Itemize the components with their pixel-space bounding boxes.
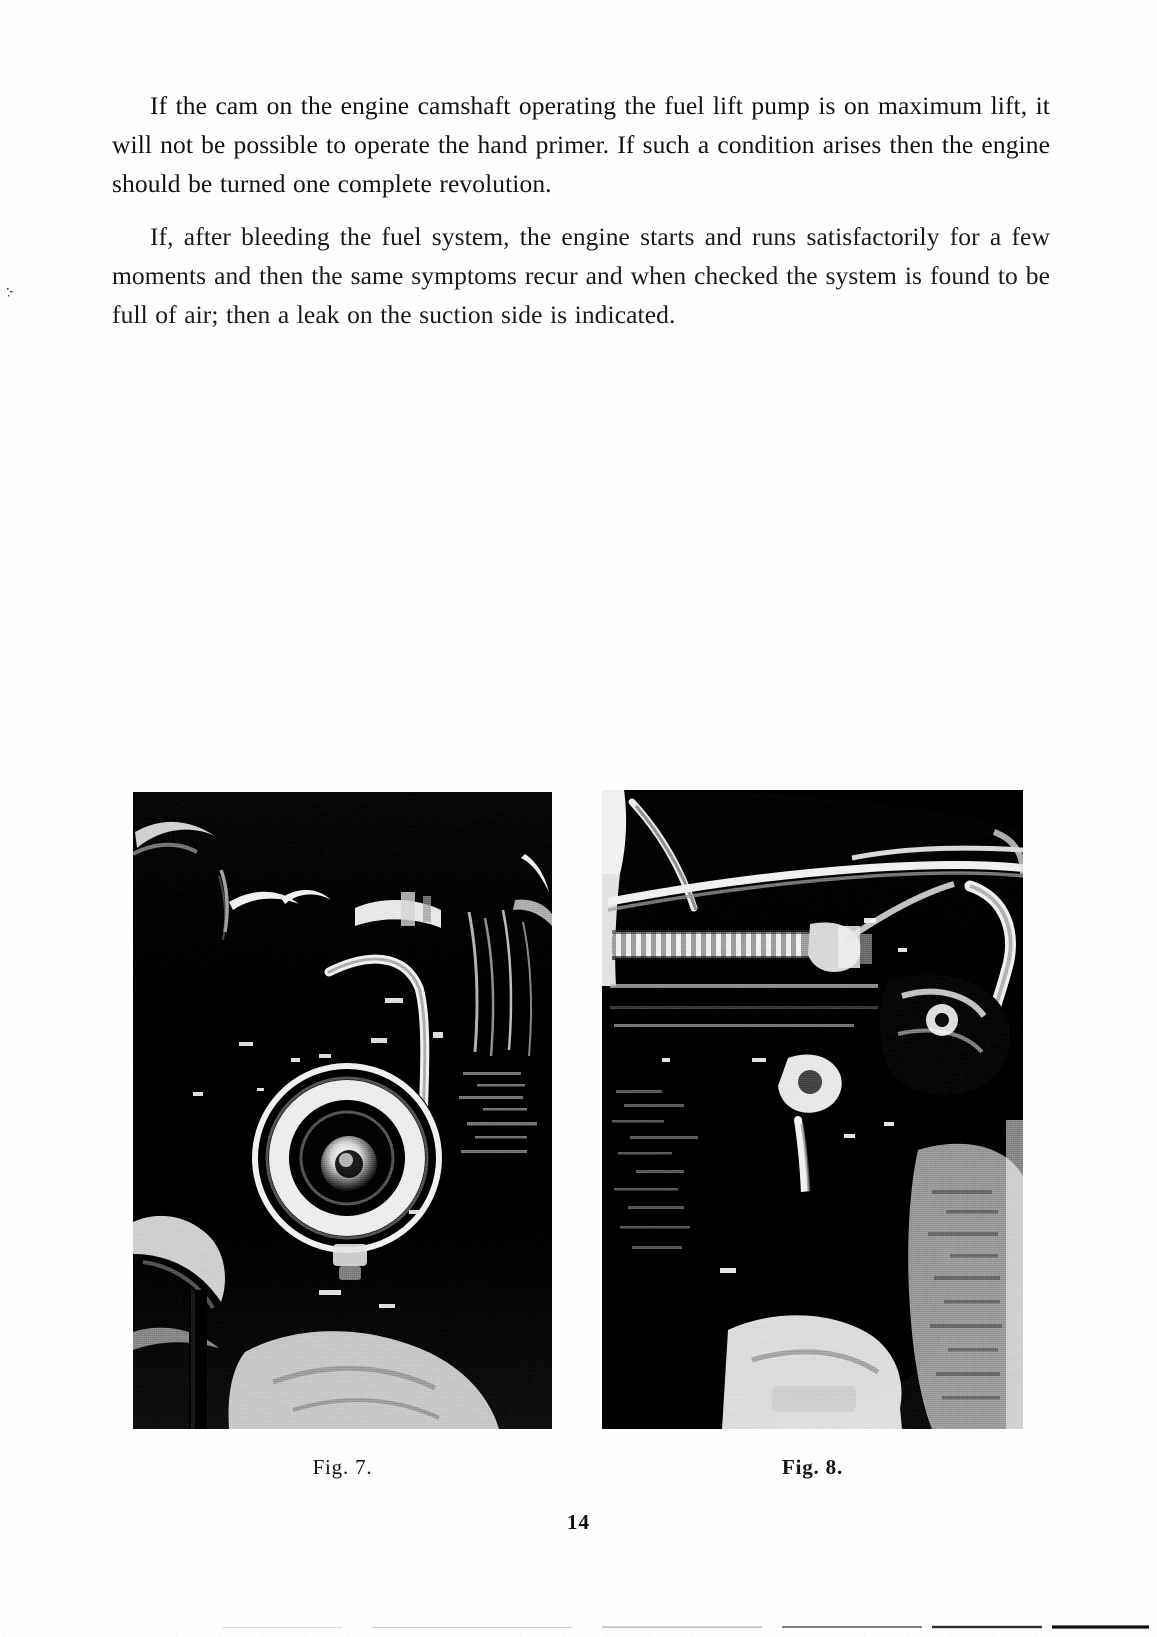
paragraph-1: If the cam on the engine camshaft operating the fuel lift pump is on maximum lift, it will not be possible to operate the hand primer. If such a condition arises then the engine should be turned one complete revolution. [112,91,1050,198]
fig8-image [602,790,1023,1429]
scan-artifact-fleck [6,286,20,300]
figure-8-caption: Fig. 8. [781,1455,843,1479]
figure-8-photograph [602,790,1023,1429]
figure-7 [133,792,552,1480]
paragraph-2: If, after bleeding the fuel system, the engine starts and runs satisfactorily for a few moments and then the same symptoms recur and when checked the system is found to be full of air; then a leak on the suction side is indicated. [112,222,1050,329]
body-text-block [112,86,1050,334]
figure-8 [602,790,1023,1480]
figure-7-caption: Fig. 7. [312,1455,373,1479]
figure-7-photograph [133,792,552,1429]
fig7-image [133,792,552,1429]
scanner-edge-line [222,1625,1149,1629]
page-number: 14 [567,1510,590,1534]
